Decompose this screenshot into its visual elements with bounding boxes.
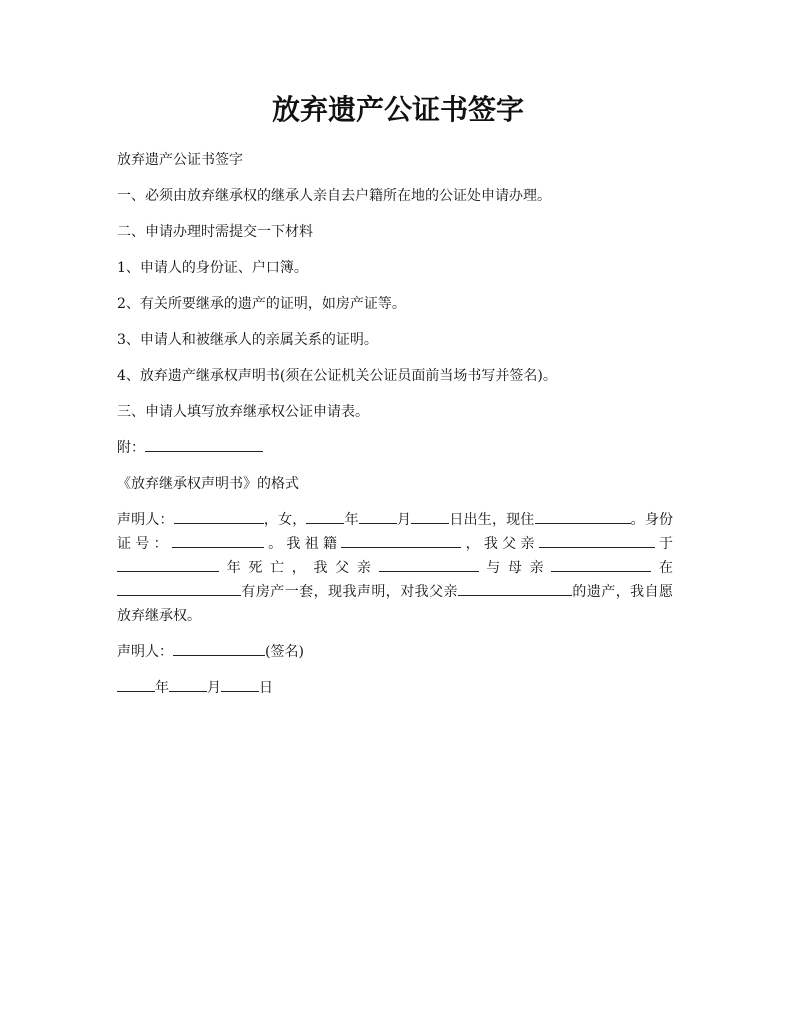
blank-death-year xyxy=(117,556,219,572)
material-item-1: 1、申请人的身份证、户口簿。 xyxy=(117,260,308,276)
blank-sign-year xyxy=(117,676,155,692)
decl-text-mother: 与母亲 xyxy=(478,560,552,576)
blank-father-name xyxy=(539,532,655,548)
decl-text-in: 在 xyxy=(651,560,674,576)
blank-name xyxy=(174,508,264,524)
declarant-label: 声明人： xyxy=(117,512,174,528)
blank-father-name-3 xyxy=(458,580,572,596)
decl-text-hometown: 。我祖籍 xyxy=(263,536,342,552)
blank-birth-month xyxy=(359,508,397,524)
decl-text-property: 有房产一套，现我声明，对我父亲 xyxy=(241,584,458,600)
decl-text-died: 年死亡，我父亲 xyxy=(219,560,379,576)
blank-sign-day xyxy=(221,676,259,692)
decl-text-gender: ，女， xyxy=(263,512,307,528)
step-three-paragraph: 三、申请人填写放弃继承权公证申请表。 xyxy=(117,404,369,420)
declaration-paragraph xyxy=(117,508,673,628)
format-heading: 《放弃继承权声明书》的格式 xyxy=(117,476,299,492)
step-one-paragraph: 一、必须由放弃继承权的继承人亲自去户籍所在地的公证处申请办理。 xyxy=(117,188,551,204)
decl-text-id: 。身份证号： xyxy=(117,512,674,552)
blank-property-location xyxy=(117,580,241,596)
material-item-3: 3、申请人和被继承人的亲属关系的证明。 xyxy=(117,332,378,348)
blank-sign-month xyxy=(169,676,207,692)
date-line xyxy=(117,676,673,700)
attachment-label: 附： xyxy=(117,440,145,456)
material-item-2: 2、有关所要继承的遗产的证明，如房产证等。 xyxy=(117,296,406,312)
decl-text-at: 于 xyxy=(654,536,674,552)
decl-text-father: ，我父亲 xyxy=(461,536,539,552)
subtitle-paragraph: 放弃遗产公证书签字 xyxy=(117,152,243,168)
signature-blank xyxy=(173,640,265,656)
document-title: 放弃遗产公证书签字 xyxy=(271,93,524,126)
blank-father-name-2 xyxy=(379,556,479,572)
signature-line xyxy=(117,640,673,664)
blank-address xyxy=(535,508,631,524)
step-two-paragraph: 二、申请办理时需提交一下材料 xyxy=(117,224,313,240)
attachment-line xyxy=(117,436,673,460)
decl-text-year: 年 xyxy=(344,512,359,528)
decl-text-born: 日出生，现住 xyxy=(449,512,535,528)
signature-suffix: (签名) xyxy=(265,644,304,660)
blank-hometown xyxy=(341,532,461,548)
blank-birth-day xyxy=(411,508,449,524)
blank-id-number xyxy=(172,532,264,548)
attachment-blank xyxy=(145,436,263,452)
date-year-label: 年 xyxy=(155,680,169,696)
material-item-4: 4、放弃遗产继承权声明书(须在公证机关公证员面前当场书写并签名)。 xyxy=(117,368,557,384)
blank-birth-year xyxy=(306,508,344,524)
date-month-label: 月 xyxy=(207,680,221,696)
signature-label: 声明人： xyxy=(117,644,173,660)
decl-text-month: 月 xyxy=(396,512,412,528)
date-day-label: 日 xyxy=(259,680,273,696)
document-body xyxy=(117,148,673,712)
decl-text-renounce: 的遗产，我自愿放弃继承权。 xyxy=(117,584,674,624)
blank-mother-name xyxy=(551,556,651,572)
